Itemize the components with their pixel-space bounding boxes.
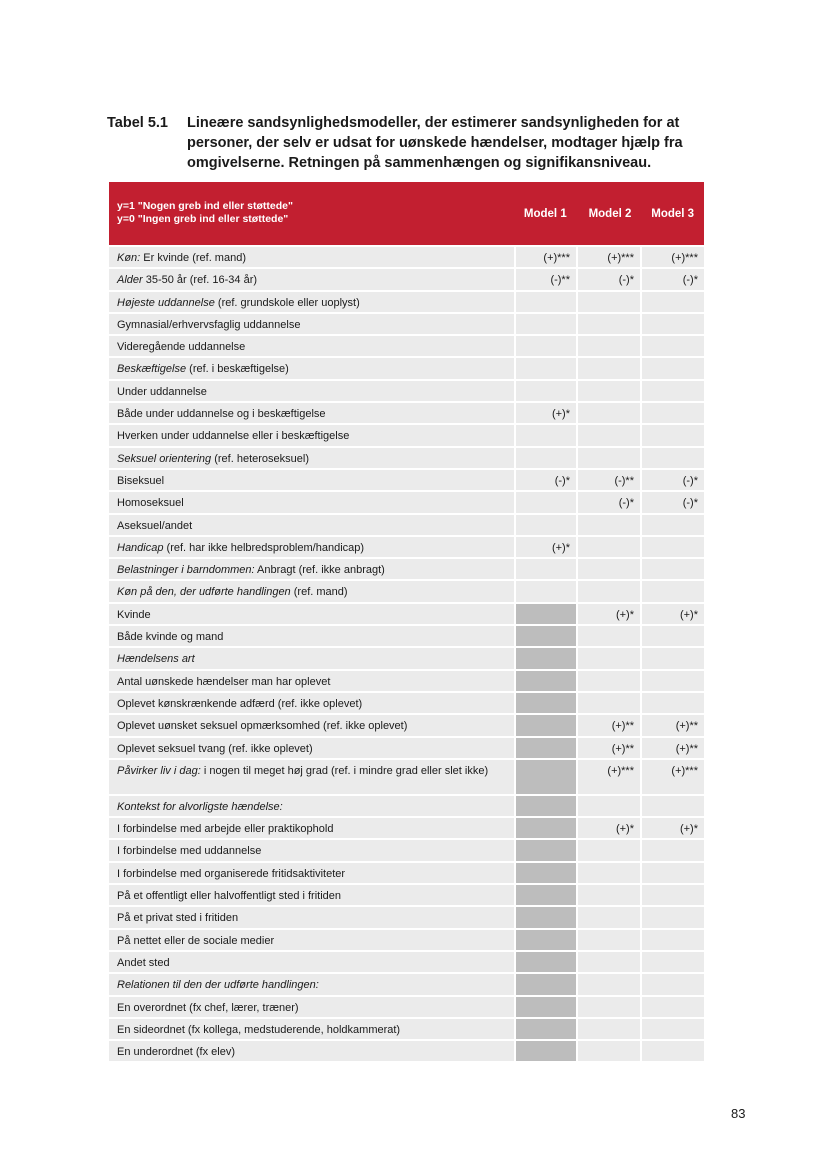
cell-model-2 [578, 403, 640, 423]
cell-model-1: (+)* [516, 537, 576, 557]
row-label-text: I forbindelse med organiserede fritidsaktiviteter [117, 867, 346, 880]
cell-model-2: (+)** [578, 738, 640, 758]
cell-model-2 [578, 997, 640, 1017]
cell-model-3 [642, 626, 704, 646]
row-label-text: Gymnasial/erhvervsfaglig uddannelse [117, 318, 301, 331]
cell-model-3: (+)* [642, 818, 704, 838]
table-row [109, 760, 704, 794]
row-label-text: En underordnet (fx elev) [117, 1046, 236, 1059]
cell-model-1 [516, 381, 576, 401]
cell-model-3 [642, 840, 704, 860]
row-label-italic: Seksuel orientering [117, 452, 212, 465]
cell-model-3 [642, 693, 704, 713]
row-label [109, 448, 514, 468]
table-row [109, 314, 704, 334]
row-label [109, 604, 514, 624]
row-label [109, 818, 514, 838]
table-row [109, 818, 704, 838]
cell-model-3 [642, 1019, 704, 1039]
row-label [109, 492, 514, 512]
table-row [109, 715, 704, 735]
table-row [109, 247, 704, 267]
row-label [109, 559, 514, 579]
cell-model-3 [642, 515, 704, 535]
row-label-italic: Relationen til den der udførte handlingen: [117, 979, 319, 992]
cell-model-3 [642, 425, 704, 445]
table-row [109, 448, 704, 468]
row-label-text: Antal uønskede hændelser man har oplevet [117, 675, 331, 688]
row-label-text: En sideordnet (fx kollega, medstuderende, holdkammerat) [117, 1023, 401, 1036]
cell-model-2 [578, 885, 640, 905]
cell-model-1 [516, 952, 576, 972]
cell-model-3 [642, 1041, 704, 1061]
row-label [109, 997, 514, 1017]
cell-model-2 [578, 952, 640, 972]
row-label [109, 693, 514, 713]
table-row [109, 425, 704, 445]
row-label-text: Anbragt (ref. ikke anbragt) [254, 564, 385, 577]
cell-model-3 [642, 907, 704, 927]
cell-model-2 [578, 559, 640, 579]
row-label [109, 336, 514, 356]
cell-model-1 [516, 448, 576, 468]
cell-model-2: (-)* [578, 269, 640, 289]
cell-model-2 [578, 336, 640, 356]
cell-model-3 [642, 314, 704, 334]
row-label-text: (ref. mand) [290, 586, 348, 599]
cell-model-1 [516, 648, 576, 668]
cell-model-2: (-)* [578, 492, 640, 512]
cell-model-2 [578, 1041, 640, 1061]
row-label-text: Kvinde [117, 608, 151, 621]
cell-model-1 [516, 292, 576, 312]
row-label-text: På et privat sted i fritiden [117, 912, 239, 925]
cell-model-1 [516, 671, 576, 691]
row-label-text: Er kvinde (ref. mand) [140, 252, 246, 264]
row-label-text: Andet sted [117, 956, 170, 969]
cell-model-1 [516, 885, 576, 905]
row-label-text: I forbindelse med uddannelse [117, 845, 262, 858]
header-model-1: Model 1 [523, 207, 567, 220]
regression-table [109, 182, 704, 1063]
row-label-text: Hverken under uddannelse eller i beskæftigelse [117, 430, 350, 443]
table-row [109, 648, 704, 668]
cell-model-1 [516, 930, 576, 950]
table-row [109, 358, 704, 378]
table-row [109, 1041, 704, 1061]
cell-model-1 [516, 818, 576, 838]
cell-model-2 [578, 1019, 640, 1039]
cell-model-2 [578, 796, 640, 816]
row-label-italic: Beskæftigelse [117, 363, 187, 376]
cell-model-3: (+)*** [642, 247, 704, 267]
cell-model-2 [578, 448, 640, 468]
row-label [109, 515, 514, 535]
table-row [109, 907, 704, 927]
cell-model-3: (+)* [642, 604, 704, 624]
cell-model-2 [578, 537, 640, 557]
row-label-text: (ref. grundskole eller uoplyst) [214, 296, 360, 309]
cell-model-1: (-)* [516, 470, 576, 490]
cell-model-1 [516, 492, 576, 512]
row-label-italic: Belastninger i barndommen: [117, 564, 255, 577]
row-label [109, 796, 514, 816]
row-label [109, 1041, 514, 1061]
table-row [109, 952, 704, 972]
row-label-text: Biseksuel [117, 474, 165, 487]
row-label-text: Aseksuel/andet [117, 519, 193, 532]
row-label [109, 537, 514, 557]
row-label-text: (ref. i beskæftigelse) [186, 363, 289, 376]
cell-model-1 [516, 974, 576, 994]
row-label [109, 863, 514, 883]
cell-model-3: (+)** [642, 715, 704, 735]
cell-model-3 [642, 292, 704, 312]
cell-model-1 [516, 738, 576, 758]
table-row [109, 604, 704, 624]
row-label [109, 358, 514, 378]
row-label-text: Homoseksuel [117, 497, 184, 510]
row-label-text: (ref. har ikke helbredsproblem/handicap) [163, 541, 365, 554]
cell-model-2 [578, 425, 640, 445]
cell-model-1 [516, 715, 576, 735]
row-label [109, 626, 514, 646]
cell-model-1 [516, 314, 576, 334]
row-label [109, 1019, 514, 1039]
row-label-text: Oplevet uønsket seksuel opmærksomhed (ref. ikke oplevet) [117, 720, 408, 733]
row-label [109, 974, 514, 994]
table-header [109, 182, 704, 245]
cell-model-1 [516, 425, 576, 445]
table-row [109, 492, 704, 512]
cell-model-3 [642, 952, 704, 972]
cell-model-3: (-)* [642, 470, 704, 490]
row-label-text: Videregående uddannelse [117, 341, 246, 354]
table-row [109, 470, 704, 490]
cell-model-2 [578, 840, 640, 860]
cell-model-2 [578, 693, 640, 713]
cell-model-1 [516, 581, 576, 601]
cell-model-3: (-)* [642, 492, 704, 512]
row-label-italic: Alder [117, 274, 143, 287]
table-row [109, 693, 704, 713]
cell-model-3: (+)*** [642, 760, 704, 794]
table-body [109, 247, 704, 1061]
cell-model-3 [642, 336, 704, 356]
cell-model-3 [642, 997, 704, 1017]
header-label [109, 182, 512, 245]
cell-model-2: (-)** [578, 470, 640, 490]
cell-model-2: (+)* [578, 604, 640, 624]
cell-model-1 [516, 907, 576, 927]
row-label [109, 715, 514, 735]
table-row [109, 559, 704, 579]
table-row [109, 336, 704, 356]
cell-model-2 [578, 581, 640, 601]
table-row [109, 796, 704, 816]
cell-model-1 [516, 760, 576, 794]
cell-model-1 [516, 358, 576, 378]
cell-model-3 [642, 358, 704, 378]
table-row [109, 671, 704, 691]
cell-model-2 [578, 626, 640, 646]
cell-model-2: (+)*** [578, 247, 640, 267]
row-label-text: I forbindelse med arbejde eller praktikophold [117, 823, 334, 836]
cell-model-2 [578, 907, 640, 927]
cell-model-1 [516, 336, 576, 356]
row-label [109, 269, 514, 289]
cell-model-2 [578, 358, 640, 378]
cell-model-3 [642, 863, 704, 883]
row-label-italic: Køn på den, der udførte handlingen [117, 586, 291, 599]
table-row [109, 863, 704, 883]
table-row [109, 974, 704, 994]
caption-text: Lineære sandsynlighedsmodeller, der estimerer sandsynligheden for at personer, der selv er udsat for uønskede hændelser, modtager hjælp fra omgivelserne. Retningen på sammenhængen og signifikansniveau. [187, 115, 683, 171]
cell-model-2 [578, 974, 640, 994]
row-label-italic: Køn: [117, 252, 141, 264]
header-line-1: y=1 "Nogen greb ind eller støttede" [117, 200, 293, 212]
cell-model-3 [642, 885, 704, 905]
cell-model-1 [516, 559, 576, 579]
row-label-italic: Højeste uddannelse [117, 296, 215, 309]
row-label [109, 247, 514, 267]
cell-model-1 [516, 997, 576, 1017]
page-number: 83 [731, 1106, 746, 1121]
cell-model-2 [578, 515, 640, 535]
table-row [109, 537, 704, 557]
cell-model-3 [642, 648, 704, 668]
row-label-text: Oplevet kønskrænkende adfærd (ref. ikke oplevet) [117, 697, 363, 710]
row-label-text: (ref. heteroseksuel) [211, 452, 309, 465]
cell-model-1 [516, 796, 576, 816]
table-row [109, 885, 704, 905]
cell-model-3: (+)** [642, 738, 704, 758]
cell-model-1 [516, 863, 576, 883]
cell-model-1 [516, 1019, 576, 1039]
row-label [109, 314, 514, 334]
row-label [109, 381, 514, 401]
cell-model-1 [516, 515, 576, 535]
row-label-text: På et offentligt eller halvoffentligt sted i fritiden [117, 890, 342, 903]
table-row [109, 381, 704, 401]
cell-model-3 [642, 671, 704, 691]
table-row [109, 840, 704, 860]
table-row [109, 403, 704, 423]
cell-model-2 [578, 671, 640, 691]
header-model-2: Model 2 [588, 207, 632, 220]
table-row [109, 581, 704, 601]
row-label [109, 840, 514, 860]
cell-model-2 [578, 292, 640, 312]
caption-label: Tabel 5.1 [107, 115, 168, 131]
cell-model-1 [516, 693, 576, 713]
cell-model-3 [642, 537, 704, 557]
cell-model-3 [642, 930, 704, 950]
table-row [109, 738, 704, 758]
cell-model-2 [578, 863, 640, 883]
row-label [109, 403, 514, 423]
cell-model-1: (+)*** [516, 247, 576, 267]
row-label-text: Oplevet seksuel tvang (ref. ikke oplevet) [117, 742, 313, 755]
cell-model-1: (-)** [516, 269, 576, 289]
row-label-italic: Hændelsens art [117, 653, 195, 666]
row-label [109, 885, 514, 905]
row-label [109, 470, 514, 490]
table-row [109, 930, 704, 950]
cell-model-3 [642, 381, 704, 401]
table-row [109, 997, 704, 1017]
row-label [109, 671, 514, 691]
cell-model-1 [516, 604, 576, 624]
row-label-italic: Påvirker liv i dag: [117, 764, 201, 777]
row-label [109, 581, 514, 601]
cell-model-3 [642, 581, 704, 601]
cell-model-3 [642, 559, 704, 579]
cell-model-1: (+)* [516, 403, 576, 423]
cell-model-2: (+)** [578, 715, 640, 735]
cell-model-1 [516, 626, 576, 646]
row-label-text: Både kvinde og mand [117, 631, 224, 644]
table-row [109, 515, 704, 535]
cell-model-2 [578, 648, 640, 668]
row-label [109, 952, 514, 972]
row-label [109, 760, 514, 794]
cell-model-1 [516, 1041, 576, 1061]
table-row [109, 626, 704, 646]
cell-model-2: (+)*** [578, 760, 640, 794]
row-label-italic: Kontekst for alvorligste hændelse: [117, 800, 283, 813]
cell-model-3: (-)* [642, 269, 704, 289]
header-line-2: y=0 "Ingen greb ind eller støttede" [117, 213, 289, 225]
cell-model-3 [642, 448, 704, 468]
cell-model-2: (+)* [578, 818, 640, 838]
cell-model-1 [516, 840, 576, 860]
row-label-italic: Handicap [117, 541, 164, 554]
row-label [109, 738, 514, 758]
row-label-text: En overordnet (fx chef, lærer, træner) [117, 1001, 299, 1014]
table-caption [107, 113, 707, 173]
header-model-3: Model 3 [651, 207, 695, 220]
row-label-text: Både under uddannelse og i beskæftigelse [117, 408, 326, 421]
cell-model-3 [642, 403, 704, 423]
table-row [109, 269, 704, 289]
cell-model-3 [642, 974, 704, 994]
row-label-text: Under uddannelse [117, 385, 207, 398]
table-row [109, 292, 704, 312]
row-label [109, 292, 514, 312]
row-label [109, 425, 514, 445]
row-label-text: i nogen til meget høj grad (ref. i mindre grad eller slet ikke) [200, 764, 489, 777]
row-label-text: 35-50 år (ref. 16-34 år) [142, 274, 258, 287]
row-label-text: På nettet eller de sociale medier [117, 934, 275, 947]
cell-model-2 [578, 381, 640, 401]
cell-model-3 [642, 796, 704, 816]
row-label [109, 907, 514, 927]
row-label [109, 930, 514, 950]
cell-model-2 [578, 314, 640, 334]
row-label [109, 648, 514, 668]
table-row [109, 1019, 704, 1039]
cell-model-2 [578, 930, 640, 950]
